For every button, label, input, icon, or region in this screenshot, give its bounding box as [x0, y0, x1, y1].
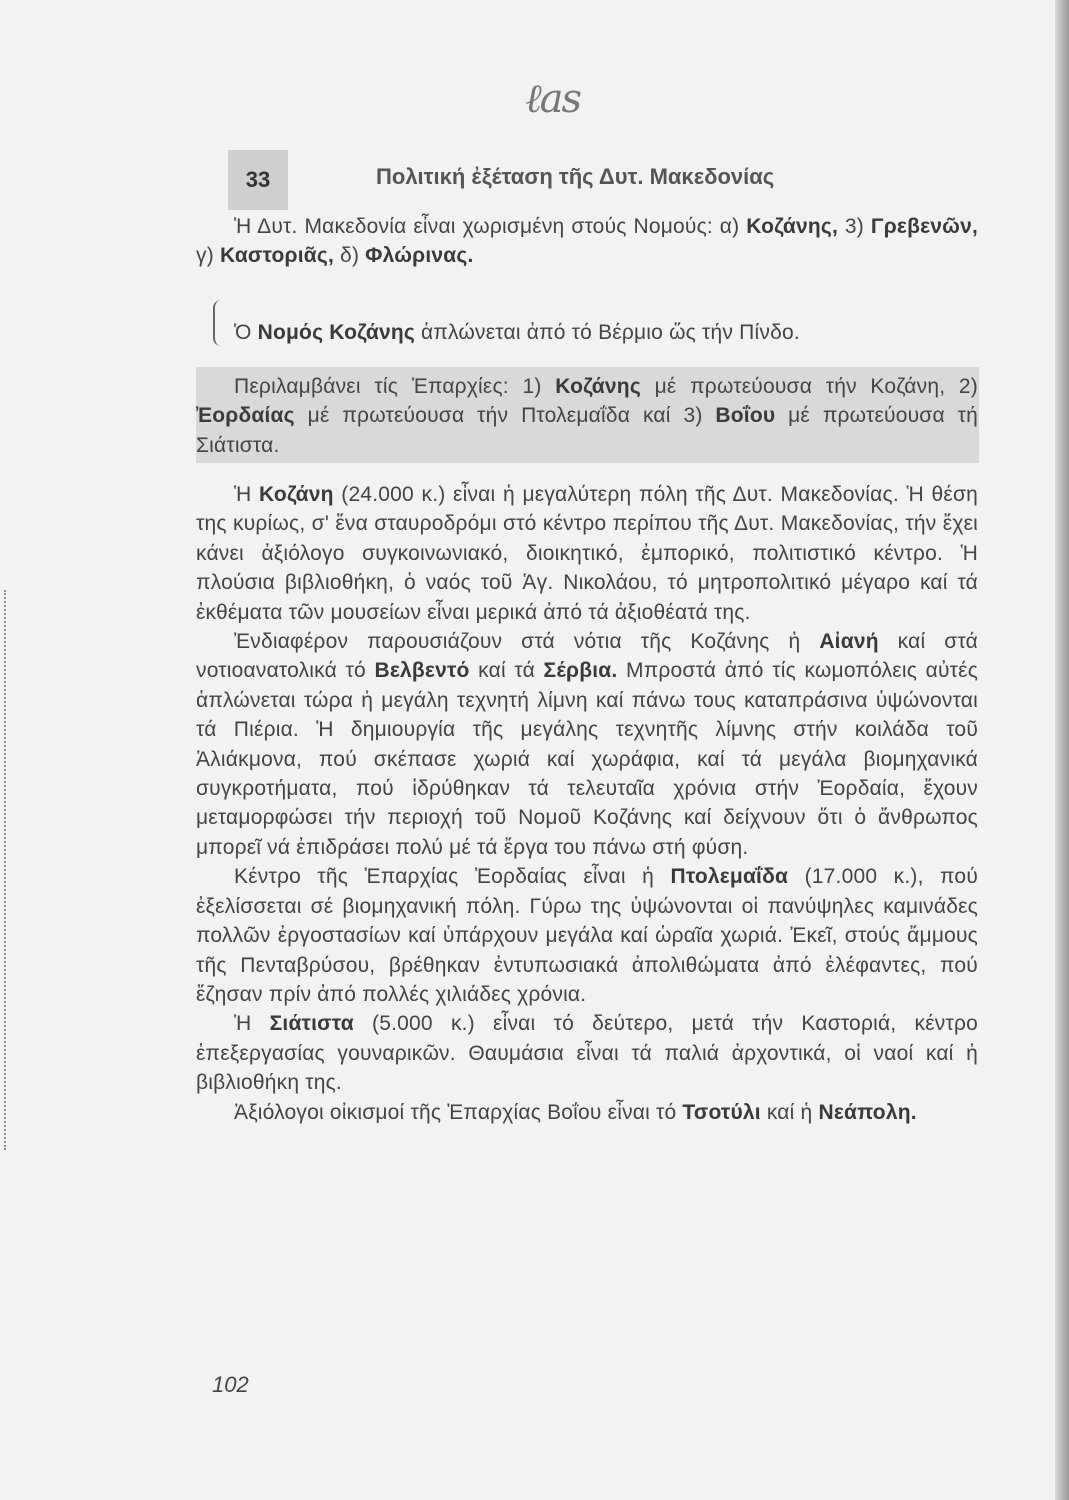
paragraph-eparchies: Περιλαμβάνει τίς Ἐπαρχίες: 1) Κοζάνης μέ πρωτεύουσα τήν Κοζάνη, 2) Ἐορδαίας μέ πρωτεύουσα τήν Πτολεμαΐδα καί 3) Βοΐου μέ πρωτεύουσα τή Σιάτιστα. [196, 375, 979, 457]
handwritten-note: ℓ𝑎𝑠 [525, 76, 581, 122]
paragraph-nomoi: Ἡ Δυτ. Μακεδονία εἶναι χωρισμένη στούς Νομούς: α) Κοζάνης, 3) Γρεβενῶν, γ) Καστοριᾶς, δ) Φλώρινας. [196, 215, 978, 268]
section-title: Πολιτική ἐξέταση τῆς Δυτ. Μακεδονίας [376, 164, 775, 189]
paragraph-kozani: Ἡ Κοζάνη (24.000 κ.) εἶναι ἡ μεγαλύτερη πόλη τῆς Δυτ. Μακεδονίας. Ἡ θέση της κυρίως, σ' ἕνα σταυροδρόμι στό κέντρο περίπου τῆς Δυτ. Μακεδονίας, τήν ἔχει κάνει ἀξιόλογο συγκοινωνιακό, διοικητικό, ἐμπορικό, πολιτιστικό κέντρο. Ἡ πλούσια βιβλιοθήκη, ὁ ναός τοῦ Ἁγ. Νικολάου, τό μητροπολιτικό μέγαρο καί τά ἐκθέματα τῶν μουσείων εἶναι μερικά ἀπό τά ἀξιοθέατά της. [196, 483, 978, 624]
section-number: 33 [228, 150, 288, 210]
paragraph-ptolemaida: Κέντρο τῆς Ἐπαρχίας Ἐορδαίας εἶναι ἡ Πτολεμαΐδα (17.000 κ.), πού ἐξελίσσεται σέ βιομηχανική πόλη. Γύρω της ὑψώνονται οἱ πανύψηλες καμινάδες πολλῶν ἐργοστασίων καί ὑπάρχουν μεγάλα καί ὡραῖα χωριά. Ἐκεῖ, στούς ἄμμους τῆς Πενταβρύσου, βρέθηκαν ἐντυπωσιακά ἀπολιθώματα ἀπό ἐλέφαντες, πού ἔζησαν πρίν ἀπό πολλές χιλιάδες χρόνια. [196, 865, 978, 1006]
paragraph-aiani: Ἐνδιαφέρον παρουσιάζουν στά νότια τῆς Κοζάνης ἡ Αἰανή καί στά νοτιοανατολικά τό Βελβεντό καί τά Σέρβια. Μπροστά ἀπό τίς κωμοπόλεις αὐτές ἁπλώνεται τώρα ἡ μεγάλη τεχνητή λίμνη καί πάνω τους καταπράσινα ὑψώνονται τά Πιέρια. Ἡ δημιουργία τῆς μεγάλης τεχνητῆς λίμνης στήν κοιλάδα τοῦ Ἁλιάκμονα, πού σκέπασε χωριά καί χωράφια, καί τά μεγάλα βιομηχανικά συγκροτήματα, πού ἱδρύθηκαν τά τελευταῖα χρόνια στήν Ἐορδαία, ἔχουν μεταμορφώσει τήν περιοχή τοῦ Νομοῦ Κοζάνης καί δείχνουν ὅτι ὁ ἄνθρωπος μπορεῖ νά ἐπιδράσει πολύ μέ τά ἔργα του πάνω στή φύση. [196, 630, 979, 859]
main-text [196, 480, 978, 1127]
margin-marks [4, 590, 8, 1150]
paragraph-nomos-kozanis: Ὁ Νομός Κοζάνης ἁπλώνεται ἀπό τό Βέρμιο ὥς τήν Πίνδο. [234, 321, 800, 344]
page-gutter-shadow [1055, 0, 1069, 1500]
paragraph-voio: Ἀξιόλογοι οἰκισμοί τῆς Ἐπαρχίας Βοΐου εἶναι τό Τσοτύλι καί ἡ Νεάπολη. [234, 1100, 917, 1124]
section-header [228, 150, 986, 210]
paragraph-siatista: Ἡ Σιάτιστα (5.000 κ.) εἶναι τό δεύτερο, μετά τήν Καστοριά, κέντρο ἐπεξεργασίας γουναρικῶν. Θαυμάσια εἶναι τά παλιά ἀρχοντικά, οἱ ναοί καί ἡ βιβλιοθήκη της. [196, 1012, 978, 1095]
page-number: 102 [212, 1372, 249, 1397]
